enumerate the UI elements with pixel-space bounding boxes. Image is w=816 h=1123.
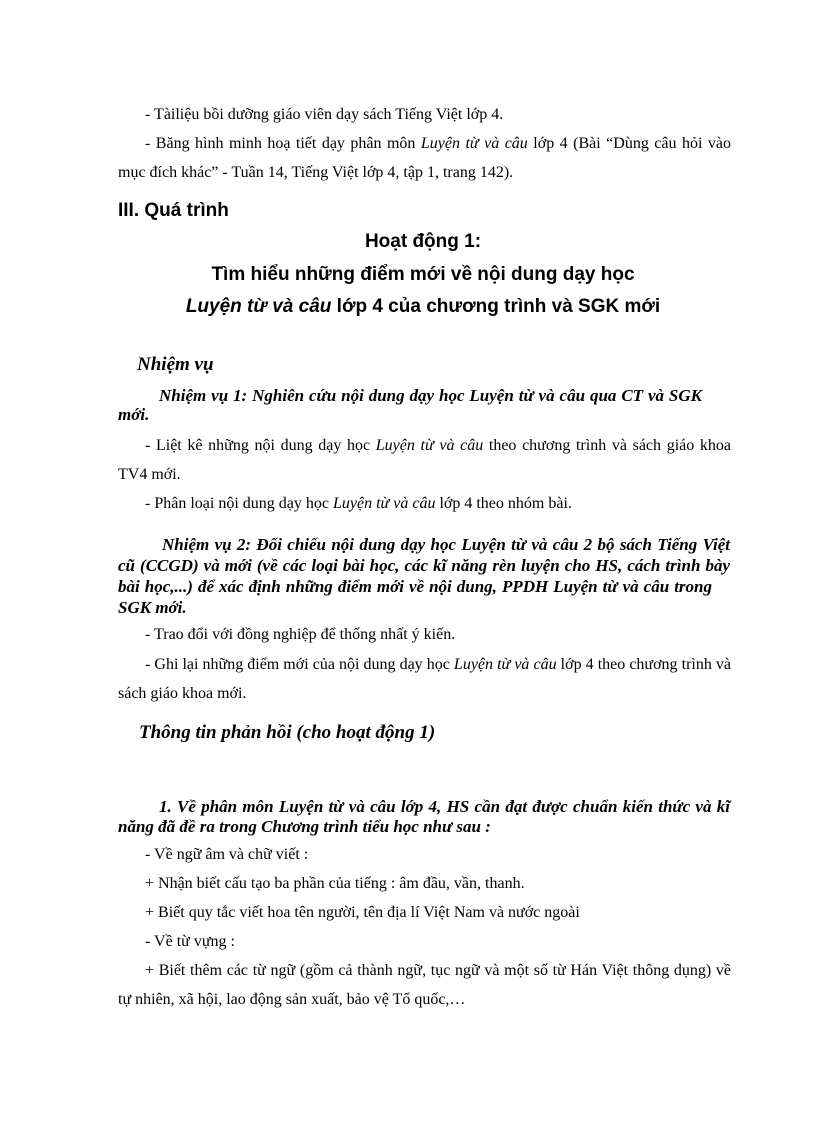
task2-line-3: bài học,...) để xác định những điểm mới về nội dung, PPDH Luyện từ và câu trong	[118, 577, 712, 596]
feedback-point-1-line-2: năng đã đề ra trong Chương trình tiểu học như sau :	[118, 817, 491, 836]
material-line-3: mục đích khác” - Tuần 14, Tiếng Việt lớp 4, tập 1, trang 142).	[118, 164, 514, 181]
feedback-item-2: + Nhận biết cấu tạo ba phần của tiếng : âm đầu, vần, thanh.	[145, 875, 525, 892]
task1-line-1: Nhiệm vụ 1: Nghiên cứu nội dung dạy học Luyện từ và câu qua CT và SGK	[159, 386, 702, 405]
task2-line-2: cũ (CCGD) và mới (về các loại bài học, các kĩ năng rèn luyện cho HS, cách trình bày	[118, 556, 730, 575]
task1-bullet-1	[145, 436, 731, 456]
task1-bullet-2	[145, 494, 572, 514]
task2-bullet-2-cont: sách giáo khoa mới.	[118, 685, 247, 702]
task1-bullet-1-pre: - Liệt kê những nội dung dạy học	[145, 437, 376, 454]
material-line-2-em: Luyện từ và câu	[420, 135, 528, 152]
feedback-item-4: - Về từ vựng :	[145, 933, 235, 950]
feedback-point-1-line-1: 1. Về phân môn Luyện từ và câu lớp 4, HS cần đạt được chuẩn kiến thức và kĩ	[159, 797, 730, 816]
activity-subtitle-2-em: Luyện từ và câu	[185, 296, 332, 317]
material-line-1: - Tàiliệu bồi dưỡng giáo viên dạy sách Tiếng Việt lớp 4.	[145, 106, 504, 123]
material-line-2	[145, 134, 731, 154]
feedback-last-line-1: + Biết thêm các từ ngữ (gồm cả thành ngữ, tục ngữ và một số từ Hán Việt thông dụng) về	[145, 962, 731, 979]
task2-line-1: Nhiệm vụ 2: Đối chiếu nội dung dạy học Luyện từ và câu 2 bộ sách Tiếng Việt	[162, 535, 730, 554]
task2-bullet-1: - Trao đổi với đồng nghiệp để thống nhất ý kiến.	[145, 626, 456, 643]
task1-bullet-1-post: theo chương trình và sách giáo khoa	[483, 437, 731, 454]
task2-bullet-2	[145, 655, 731, 675]
task1-bullet-1-cont: TV4 mới.	[118, 466, 181, 483]
task1-bullet-1-em: Luyện từ và câu	[375, 437, 484, 454]
feedback-last-line-2: tự nhiên, xã hội, lao động sản xuất, bảo vệ Tổ quốc,…	[118, 991, 466, 1008]
activity-title: Hoạt động 1:	[364, 231, 482, 252]
task1-bullet-2-pre: - Phân loại nội dung dạy học	[145, 495, 333, 512]
task1-bullet-2-post: lớp 4 theo nhóm bài.	[435, 495, 572, 512]
task1-line-2: mới.	[118, 405, 150, 424]
tasks-heading: Nhiệm vụ	[137, 354, 214, 375]
feedback-item-3: + Biết quy tắc viết hoa tên người, tên địa lí Việt Nam và nước ngoài	[145, 904, 580, 921]
material-line-2-pre: - Băng hình minh hoạ tiết dạy phân môn	[145, 135, 421, 152]
feedback-heading: Thông tin phản hồi (cho hoạt động 1)	[139, 722, 436, 743]
activity-subtitle-2	[15, 295, 816, 319]
task2-bullet-2-em: Luyện từ và câu	[453, 656, 557, 673]
task2-bullet-2-post: lớp 4 theo chương trình và	[556, 656, 732, 673]
task2-bullet-2-pre: - Ghi lại những điểm mới của nội dung dạy học	[145, 656, 454, 673]
task2-line-4: SGK mới.	[118, 598, 187, 617]
activity-subtitle: Tìm hiểu những điểm mới về nội dung dạy học	[211, 264, 635, 285]
feedback-item-1: - Về ngữ âm và chữ viết :	[145, 846, 309, 863]
section-heading: III. Quá trình	[118, 200, 229, 221]
activity-subtitle-2-post: lớp 4 của chương trình và SGK mới	[331, 296, 661, 317]
task1-bullet-2-em: Luyện từ và câu	[332, 495, 436, 512]
material-line-2-post: lớp 4 (Bài “Dùng câu hỏi vào	[527, 135, 731, 152]
